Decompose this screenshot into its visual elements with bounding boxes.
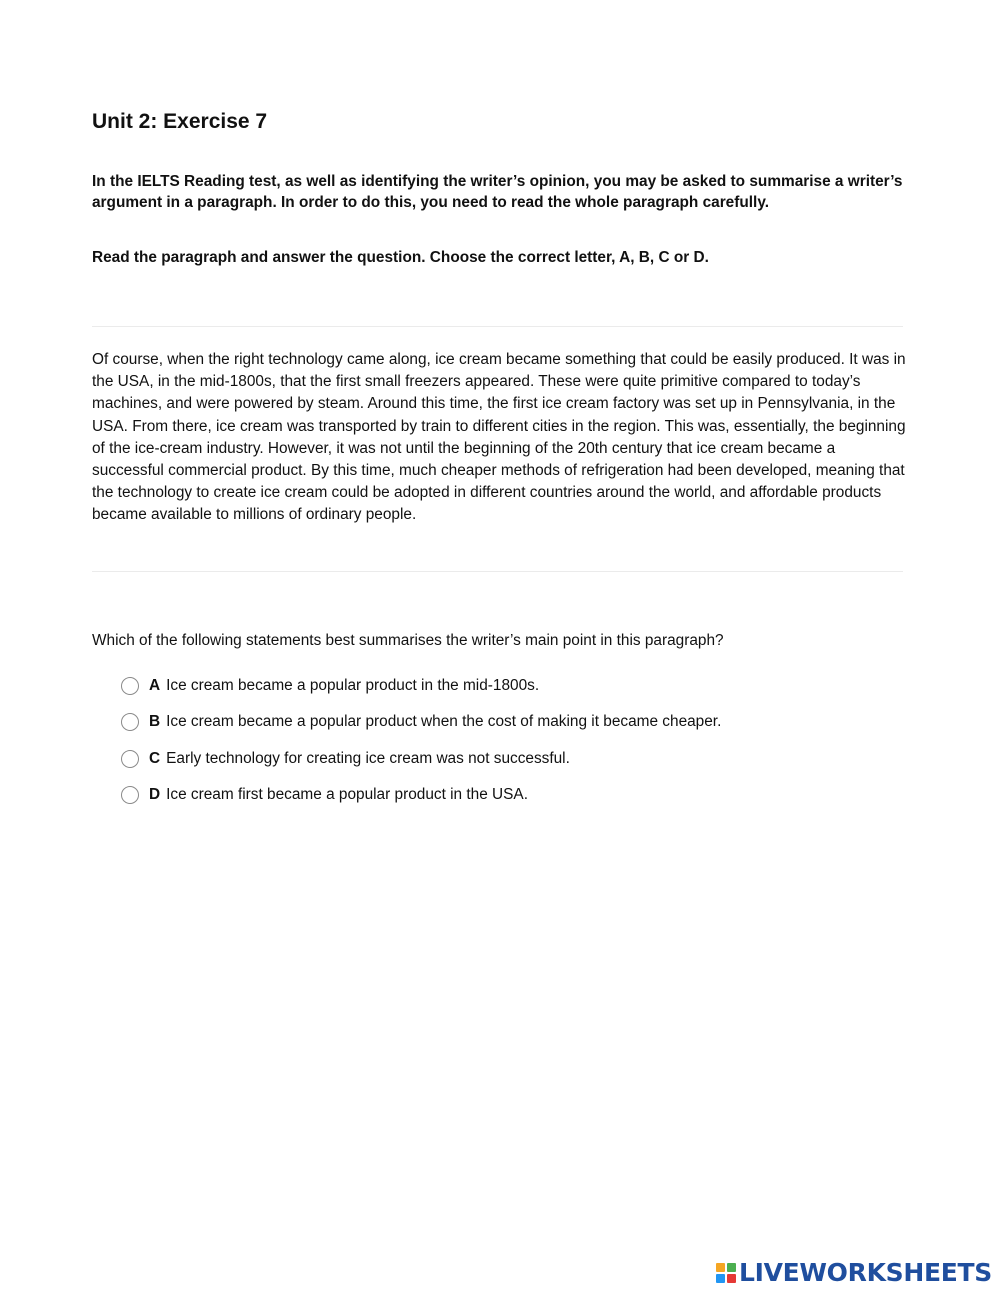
liveworksheets-brand[interactable] xyxy=(716,1259,992,1287)
option-text: Ice cream became a popular product in the mid-1800s. xyxy=(166,677,540,694)
option-d[interactable] xyxy=(121,783,721,807)
logo-tile-4 xyxy=(727,1274,736,1283)
question-text: Which of the following statements best summarises the writer’s main point in this paragraph? xyxy=(92,632,724,649)
option-letter: B xyxy=(149,713,161,731)
instruction-text: Read the paragraph and answer the question. Choose the correct letter, A, B, C or D. xyxy=(92,249,709,266)
option-b[interactable] xyxy=(121,710,721,734)
option-a[interactable] xyxy=(121,674,721,698)
option-text: Ice cream became a popular product when the cost of making it became cheaper. xyxy=(166,713,722,731)
option-letter: C xyxy=(149,749,161,767)
option-text: Ice cream first became a popular product in the USA. xyxy=(166,786,528,804)
radio-c[interactable] xyxy=(121,750,139,768)
radio-d[interactable] xyxy=(121,786,139,804)
brand-logo-icon xyxy=(716,1263,736,1283)
passage-divider-bottom xyxy=(92,571,903,572)
reading-passage: Of course, when the right technology came along, ice cream became something that could be easily produced. It was in the USA, in the mid-1800s, that the first small freezers appeared. These were quite primitive compared to today’s machines, and were powered by steam. Around this time, the first ice cream factory was set up in Pennsylvania, in the USA. From there, ice cream was transported by train to different cities in the region. This was, essentially, the beginning of the ice-cream industry. However, it was not until the beginning of the 20th century that ice cream became a successful commercial product. By this time, much cheaper methods of refrigeration had been developed, meaning that the technology to create ice cream could be adopted in different countries around the world, and affordable products became available to millions of ordinary people. xyxy=(92,351,906,524)
intro-text: In the IELTS Reading test, as well as identifying the writer’s opinion, you may be asked to summarise a writer’s argument in a paragraph. In order to do this, you need to read the whole paragraph carefully. xyxy=(92,173,903,211)
option-letter: A xyxy=(149,677,161,694)
logo-tile-2 xyxy=(727,1263,736,1272)
option-c[interactable] xyxy=(121,747,721,771)
option-letter: D xyxy=(149,786,161,804)
radio-a[interactable] xyxy=(121,677,139,695)
passage-divider-top xyxy=(92,326,903,327)
brand-name: LIVEWORKSHEETS xyxy=(738,1258,992,1287)
page-title: Unit 2: Exercise 7 xyxy=(92,110,268,133)
logo-tile-3 xyxy=(716,1274,725,1283)
radio-b[interactable] xyxy=(121,713,139,731)
answer-options xyxy=(121,674,721,820)
option-text: Early technology for creating ice cream was not successful. xyxy=(166,749,570,767)
logo-tile-1 xyxy=(716,1263,725,1272)
